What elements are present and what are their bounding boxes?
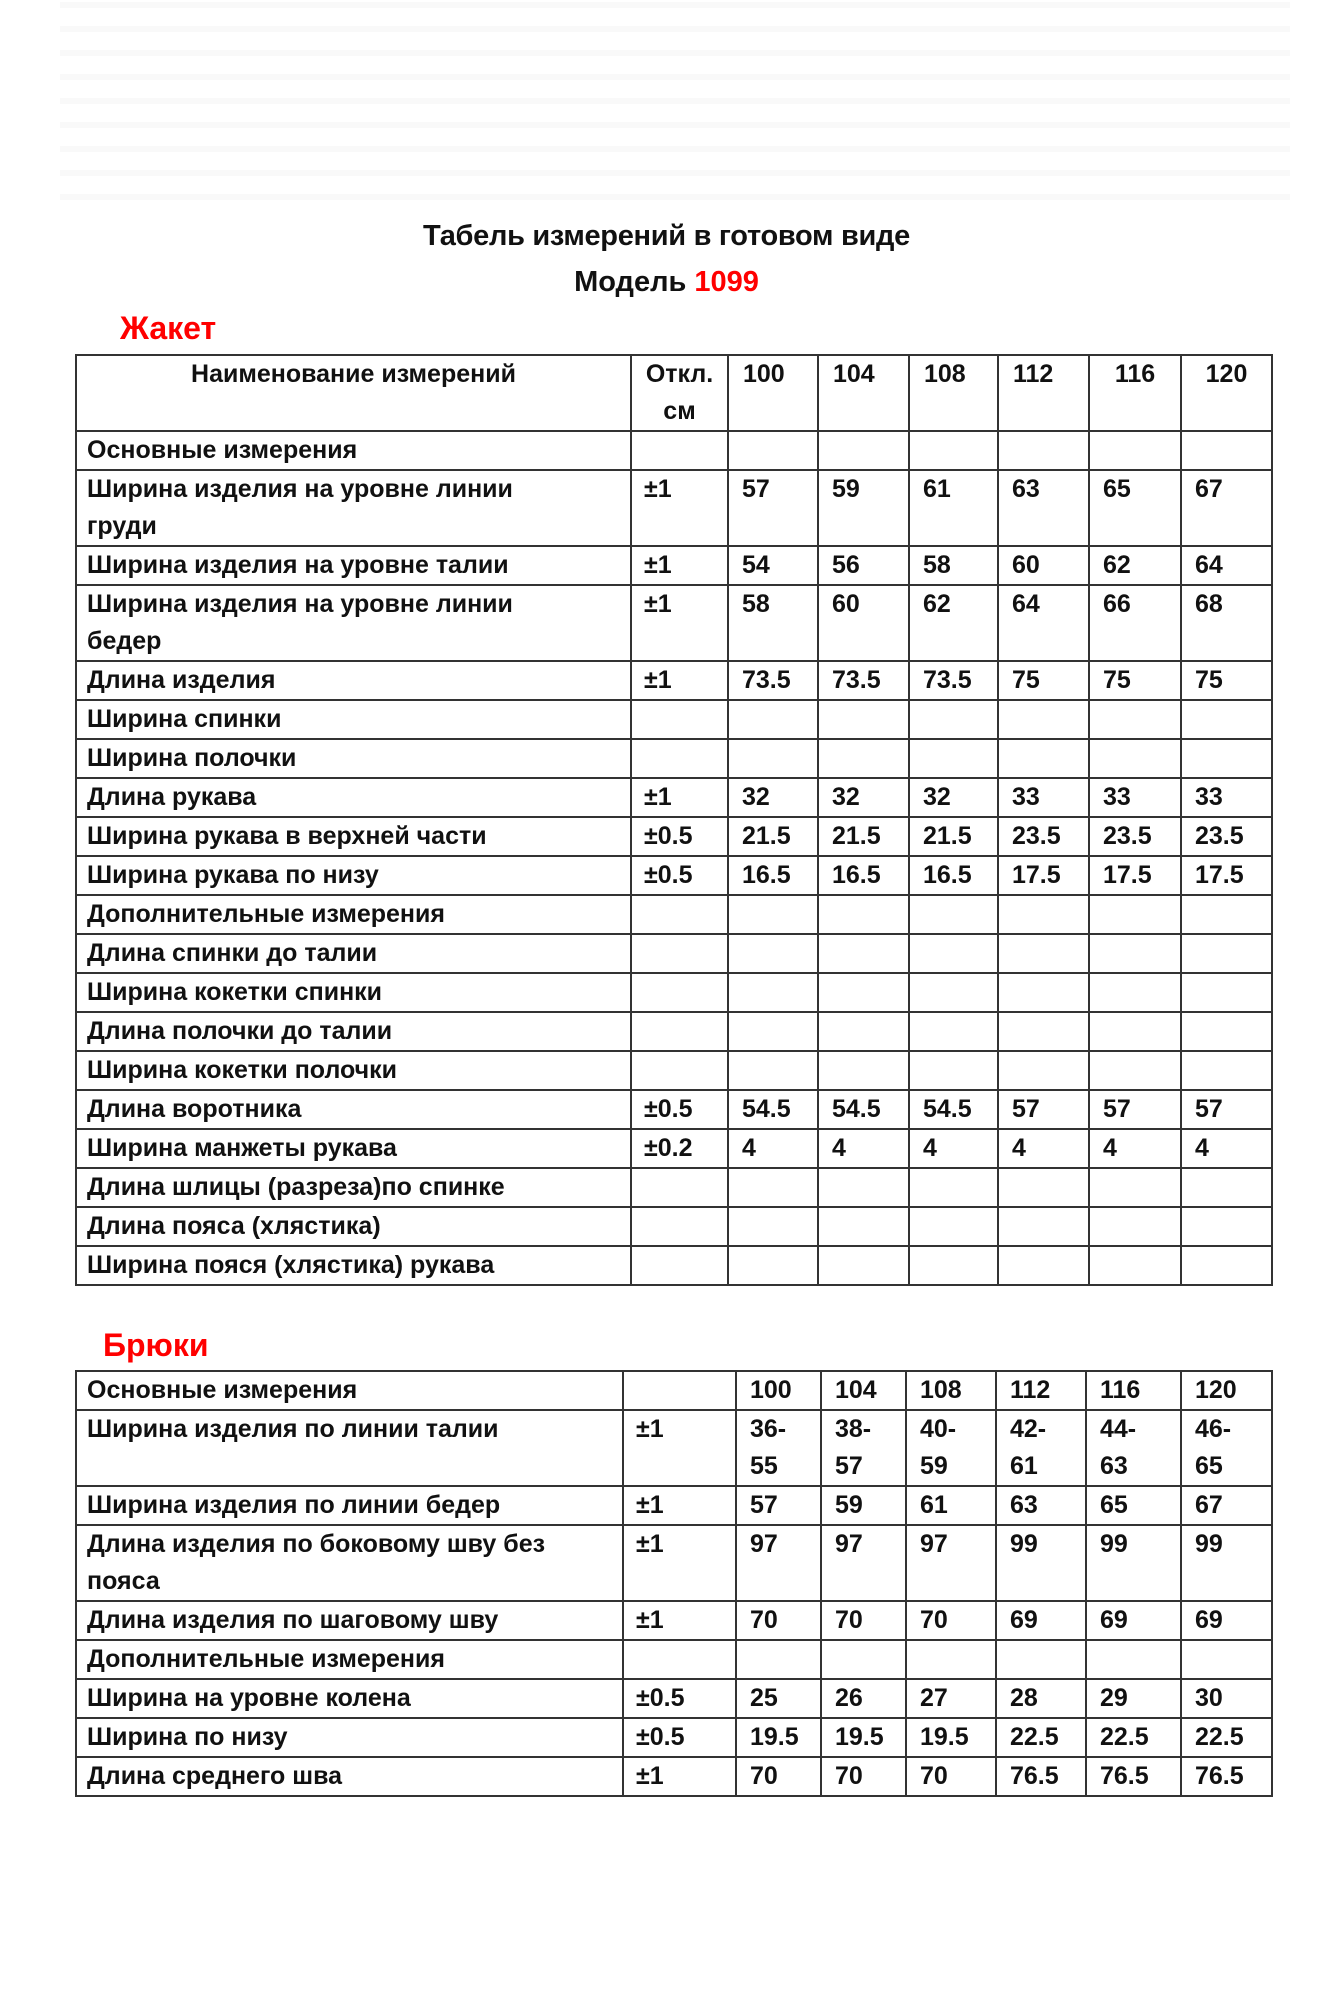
size-value-cell: 57 bbox=[728, 470, 818, 546]
size-value-cell: 17.5 bbox=[998, 856, 1089, 895]
size-value-cell: 22.5 bbox=[1181, 1718, 1272, 1757]
size-value-cell bbox=[1181, 1168, 1272, 1207]
size-value-cell bbox=[998, 431, 1089, 470]
size-value-cell: 64 bbox=[1181, 546, 1272, 585]
tolerance-cell: ±1 bbox=[631, 585, 728, 661]
measurement-name: Основные измерения bbox=[76, 431, 631, 470]
size-value-cell bbox=[1089, 1246, 1181, 1285]
size-value-cell: 73.5 bbox=[818, 661, 909, 700]
tolerance-cell bbox=[631, 973, 728, 1012]
header-size: 112 bbox=[998, 355, 1089, 431]
size-value-cell: 70 bbox=[821, 1601, 906, 1640]
size-value-cell: 63 bbox=[998, 470, 1089, 546]
measurement-name: Ширина изделия на уровне талии bbox=[76, 546, 631, 585]
size-value-cell bbox=[1089, 1168, 1181, 1207]
size-value-cell: 68 bbox=[1181, 585, 1272, 661]
table-row bbox=[76, 470, 1272, 546]
size-value-cell: 61 bbox=[909, 470, 998, 546]
size-value-cell: 75 bbox=[1089, 661, 1181, 700]
tolerance-cell: ±0.5 bbox=[623, 1718, 736, 1757]
tolerance-cell bbox=[631, 700, 728, 739]
document-subtitle bbox=[0, 262, 1333, 302]
table-row bbox=[76, 856, 1272, 895]
tolerance-cell bbox=[623, 1640, 736, 1679]
table-row bbox=[76, 739, 1272, 778]
size-value-cell bbox=[998, 973, 1089, 1012]
size-value-cell: 21.5 bbox=[818, 817, 909, 856]
size-value-cell: 22.5 bbox=[1086, 1718, 1181, 1757]
tolerance-cell: ±1 bbox=[631, 546, 728, 585]
size-value-cell bbox=[998, 700, 1089, 739]
size-value-cell bbox=[1181, 1012, 1272, 1051]
size-value-cell: 69 bbox=[1086, 1601, 1181, 1640]
measurement-name: Дополнительные измерения bbox=[76, 1640, 623, 1679]
table-row bbox=[76, 1410, 1272, 1486]
size-value-cell: 54.5 bbox=[728, 1090, 818, 1129]
tolerance-cell: ±1 bbox=[623, 1757, 736, 1796]
table-row bbox=[76, 585, 1272, 661]
size-value-cell bbox=[996, 1640, 1086, 1679]
measurement-name: Длина шлицы (разреза)по спинке bbox=[76, 1168, 631, 1207]
pants-measurements-table bbox=[75, 1370, 1273, 1797]
header-name: Наименование измерений bbox=[76, 355, 631, 431]
measurement-name: Ширина изделия на уровне линии бедер bbox=[76, 585, 631, 661]
header-size: 108 bbox=[909, 355, 998, 431]
size-value-cell bbox=[728, 1051, 818, 1090]
size-value-cell: 75 bbox=[998, 661, 1089, 700]
size-value-cell: 76.5 bbox=[1181, 1757, 1272, 1796]
size-value-cell: 33 bbox=[1089, 778, 1181, 817]
size-value-cell bbox=[818, 934, 909, 973]
size-value-cell: 16.5 bbox=[818, 856, 909, 895]
measurement-name: Длина среднего шва bbox=[76, 1757, 623, 1796]
size-value-cell bbox=[998, 739, 1089, 778]
size-value-cell: 54.5 bbox=[818, 1090, 909, 1129]
size-value-cell: 4 bbox=[1181, 1129, 1272, 1168]
measurement-name: Ширина кокетки полочки bbox=[76, 1051, 631, 1090]
tolerance-cell: ±1 bbox=[623, 1525, 736, 1601]
header-size: 104 bbox=[818, 355, 909, 431]
table-header-row bbox=[76, 1371, 1272, 1410]
header-size: 100 bbox=[728, 355, 818, 431]
size-value-cell: 4 bbox=[818, 1129, 909, 1168]
table-row bbox=[76, 1051, 1272, 1090]
size-value-cell bbox=[1181, 1640, 1272, 1679]
tolerance-cell bbox=[631, 934, 728, 973]
size-value-cell: 99 bbox=[996, 1525, 1086, 1601]
size-value-cell: 56 bbox=[818, 546, 909, 585]
tolerance-cell: ±0.5 bbox=[631, 817, 728, 856]
size-value-cell: 32 bbox=[909, 778, 998, 817]
size-value-cell bbox=[818, 1246, 909, 1285]
header-size: 120 bbox=[1181, 355, 1272, 431]
size-value-cell: 23.5 bbox=[1089, 817, 1181, 856]
size-value-cell: 67 bbox=[1181, 470, 1272, 546]
size-value-cell bbox=[909, 700, 998, 739]
tolerance-cell bbox=[631, 1051, 728, 1090]
tolerance-cell: ±1 bbox=[623, 1486, 736, 1525]
size-value-cell bbox=[728, 1012, 818, 1051]
size-value-cell bbox=[728, 973, 818, 1012]
size-value-cell: 17.5 bbox=[1181, 856, 1272, 895]
table-row bbox=[76, 1012, 1272, 1051]
measurement-name: Ширина на уровне колена bbox=[76, 1679, 623, 1718]
size-value-cell bbox=[1089, 973, 1181, 1012]
measurement-name: Ширина рукава по низу bbox=[76, 856, 631, 895]
measurement-name: Длина полочки до талии bbox=[76, 1012, 631, 1051]
size-value-cell: 76.5 bbox=[996, 1757, 1086, 1796]
size-value-cell bbox=[1089, 431, 1181, 470]
measurement-name: Длина воротника bbox=[76, 1090, 631, 1129]
size-value-cell: 69 bbox=[996, 1601, 1086, 1640]
table-row bbox=[76, 817, 1272, 856]
size-value-cell bbox=[818, 431, 909, 470]
size-value-cell bbox=[1089, 739, 1181, 778]
size-value-cell: 60 bbox=[818, 585, 909, 661]
size-value-cell bbox=[728, 1168, 818, 1207]
header-size: 112 bbox=[996, 1371, 1086, 1410]
measurement-name: Ширина изделия на уровне линии груди bbox=[76, 470, 631, 546]
size-value-cell: 62 bbox=[909, 585, 998, 661]
size-value-cell: 4 bbox=[909, 1129, 998, 1168]
table-row bbox=[76, 661, 1272, 700]
size-value-cell: 25 bbox=[736, 1679, 821, 1718]
size-value-cell bbox=[909, 895, 998, 934]
size-value-cell bbox=[998, 1051, 1089, 1090]
table-header-row bbox=[76, 355, 1272, 431]
size-value-cell: 73.5 bbox=[728, 661, 818, 700]
size-value-cell bbox=[1086, 1640, 1181, 1679]
size-value-cell: 27 bbox=[906, 1679, 996, 1718]
size-value-cell bbox=[1181, 895, 1272, 934]
table-row bbox=[76, 1525, 1272, 1601]
size-value-cell: 97 bbox=[736, 1525, 821, 1601]
table-row bbox=[76, 1246, 1272, 1285]
size-value-cell bbox=[1181, 1051, 1272, 1090]
size-value-cell: 65 bbox=[1089, 470, 1181, 546]
measurement-name: Длина изделия по шаговому шву bbox=[76, 1601, 623, 1640]
size-value-cell bbox=[998, 1207, 1089, 1246]
jacket-measurements-table bbox=[75, 354, 1273, 1286]
size-value-cell: 73.5 bbox=[909, 661, 998, 700]
header-size: 116 bbox=[1089, 355, 1181, 431]
size-value-cell: 58 bbox=[728, 585, 818, 661]
size-value-cell: 54.5 bbox=[909, 1090, 998, 1129]
size-value-cell bbox=[818, 895, 909, 934]
measurement-name: Ширина спинки bbox=[76, 700, 631, 739]
size-value-cell: 4 bbox=[1089, 1129, 1181, 1168]
tolerance-cell: ±1 bbox=[631, 661, 728, 700]
header-size: 108 bbox=[906, 1371, 996, 1410]
size-value-cell bbox=[1089, 1012, 1181, 1051]
size-value-cell bbox=[998, 1246, 1089, 1285]
measurement-name: Длина спинки до талии bbox=[76, 934, 631, 973]
size-value-cell: 66 bbox=[1089, 585, 1181, 661]
size-value-cell: 76.5 bbox=[1086, 1757, 1181, 1796]
size-value-cell: 97 bbox=[821, 1525, 906, 1601]
header-size: 104 bbox=[821, 1371, 906, 1410]
header-tolerance-line1: Откл. bbox=[645, 360, 714, 388]
table-row bbox=[76, 431, 1272, 470]
table-row bbox=[76, 973, 1272, 1012]
tolerance-cell: ±0.5 bbox=[631, 856, 728, 895]
size-value-cell: 42- 61 bbox=[996, 1410, 1086, 1486]
size-value-cell bbox=[909, 1207, 998, 1246]
size-value-cell: 26 bbox=[821, 1679, 906, 1718]
measurement-name: Ширина пояся (хлястика) рукава bbox=[76, 1246, 631, 1285]
size-value-cell: 30 bbox=[1181, 1679, 1272, 1718]
size-value-cell: 23.5 bbox=[1181, 817, 1272, 856]
size-value-cell: 59 bbox=[818, 470, 909, 546]
size-value-cell bbox=[818, 1012, 909, 1051]
size-value-cell bbox=[736, 1640, 821, 1679]
table-row bbox=[76, 934, 1272, 973]
size-value-cell: 38- 57 bbox=[821, 1410, 906, 1486]
measurement-name: Дополнительные измерения bbox=[76, 895, 631, 934]
table-row bbox=[76, 1129, 1272, 1168]
size-value-cell: 57 bbox=[998, 1090, 1089, 1129]
size-value-cell: 70 bbox=[736, 1757, 821, 1796]
size-value-cell: 44- 63 bbox=[1086, 1410, 1181, 1486]
size-value-cell bbox=[728, 739, 818, 778]
pants-section-title: Брюки bbox=[103, 1327, 209, 1363]
size-value-cell bbox=[998, 1168, 1089, 1207]
size-value-cell bbox=[818, 973, 909, 1012]
size-value-cell: 4 bbox=[998, 1129, 1089, 1168]
header-size: 116 bbox=[1086, 1371, 1181, 1410]
table-row bbox=[76, 1718, 1272, 1757]
size-value-cell bbox=[1181, 1246, 1272, 1285]
size-value-cell bbox=[906, 1640, 996, 1679]
size-value-cell bbox=[728, 1207, 818, 1246]
table-row bbox=[76, 546, 1272, 585]
size-value-cell bbox=[1089, 1051, 1181, 1090]
size-value-cell: 65 bbox=[1086, 1486, 1181, 1525]
table-row bbox=[76, 1486, 1272, 1525]
tolerance-cell: ±0.5 bbox=[623, 1679, 736, 1718]
size-value-cell: 57 bbox=[736, 1486, 821, 1525]
tolerance-cell bbox=[631, 1246, 728, 1285]
tolerance-cell bbox=[631, 895, 728, 934]
size-value-cell bbox=[909, 1168, 998, 1207]
size-value-cell: 33 bbox=[1181, 778, 1272, 817]
size-value-cell bbox=[1181, 1207, 1272, 1246]
size-value-cell: 32 bbox=[818, 778, 909, 817]
size-value-cell bbox=[1181, 431, 1272, 470]
size-value-cell: 62 bbox=[1089, 546, 1181, 585]
size-value-cell bbox=[728, 700, 818, 739]
size-value-cell bbox=[1181, 934, 1272, 973]
size-value-cell: 22.5 bbox=[996, 1718, 1086, 1757]
measurement-name: Длина изделия bbox=[76, 661, 631, 700]
size-value-cell bbox=[909, 431, 998, 470]
size-value-cell bbox=[1181, 973, 1272, 1012]
measurement-name: Ширина кокетки спинки bbox=[76, 973, 631, 1012]
size-value-cell bbox=[728, 431, 818, 470]
size-value-cell bbox=[1089, 700, 1181, 739]
size-value-cell bbox=[909, 739, 998, 778]
table-row bbox=[76, 1679, 1272, 1718]
size-value-cell bbox=[909, 934, 998, 973]
size-value-cell bbox=[909, 973, 998, 1012]
header-tolerance bbox=[623, 1371, 736, 1410]
size-value-cell bbox=[818, 739, 909, 778]
size-value-cell: 46- 65 bbox=[1181, 1410, 1272, 1486]
tolerance-cell: ±1 bbox=[623, 1601, 736, 1640]
size-value-cell bbox=[818, 1207, 909, 1246]
size-value-cell: 97 bbox=[906, 1525, 996, 1601]
size-value-cell: 16.5 bbox=[909, 856, 998, 895]
size-value-cell: 70 bbox=[821, 1757, 906, 1796]
size-value-cell: 17.5 bbox=[1089, 856, 1181, 895]
size-value-cell bbox=[818, 700, 909, 739]
measurement-name: Длина пояса (хлястика) bbox=[76, 1207, 631, 1246]
size-value-cell: 57 bbox=[1089, 1090, 1181, 1129]
tolerance-cell bbox=[631, 1207, 728, 1246]
size-value-cell: 99 bbox=[1181, 1525, 1272, 1601]
header-tolerance bbox=[631, 355, 728, 431]
size-value-cell: 58 bbox=[909, 546, 998, 585]
measurement-name: Ширина изделия по линии талии bbox=[76, 1410, 623, 1486]
size-value-cell: 69 bbox=[1181, 1601, 1272, 1640]
tolerance-cell: ±1 bbox=[631, 778, 728, 817]
document-title: Табель измерений в готовом виде bbox=[423, 220, 910, 252]
measurement-name: Ширина рукава в верхней части bbox=[76, 817, 631, 856]
size-value-cell: 29 bbox=[1086, 1679, 1181, 1718]
measurement-name: Ширина по низу bbox=[76, 1718, 623, 1757]
size-value-cell bbox=[998, 895, 1089, 934]
size-value-cell: 28 bbox=[996, 1679, 1086, 1718]
size-value-cell bbox=[1181, 739, 1272, 778]
jacket-section-title: Жакет bbox=[120, 310, 217, 346]
size-value-cell: 67 bbox=[1181, 1486, 1272, 1525]
table-row bbox=[76, 1207, 1272, 1246]
size-value-cell bbox=[1181, 700, 1272, 739]
table-row bbox=[76, 1601, 1272, 1640]
measurement-name: Ширина изделия по линии бедер bbox=[76, 1486, 623, 1525]
tolerance-cell: ±1 bbox=[631, 470, 728, 546]
size-value-cell: 70 bbox=[906, 1601, 996, 1640]
measurement-name: Ширина манжеты рукава bbox=[76, 1129, 631, 1168]
size-value-cell bbox=[909, 1051, 998, 1090]
size-value-cell: 16.5 bbox=[728, 856, 818, 895]
size-value-cell: 21.5 bbox=[728, 817, 818, 856]
size-value-cell: 36- 55 bbox=[736, 1410, 821, 1486]
size-value-cell bbox=[909, 1246, 998, 1285]
size-value-cell: 21.5 bbox=[909, 817, 998, 856]
model-number: 1099 bbox=[694, 266, 759, 298]
tolerance-cell: ±1 bbox=[623, 1410, 736, 1486]
table-row bbox=[76, 700, 1272, 739]
tolerance-cell bbox=[631, 431, 728, 470]
header-name: Основные измерения bbox=[76, 1371, 623, 1410]
size-value-cell: 75 bbox=[1181, 661, 1272, 700]
size-value-cell: 64 bbox=[998, 585, 1089, 661]
size-value-cell bbox=[909, 1012, 998, 1051]
size-value-cell: 33 bbox=[998, 778, 1089, 817]
size-value-cell: 59 bbox=[821, 1486, 906, 1525]
size-value-cell: 70 bbox=[906, 1757, 996, 1796]
tolerance-cell: ±0.5 bbox=[631, 1090, 728, 1129]
tolerance-cell bbox=[631, 739, 728, 778]
size-value-cell: 23.5 bbox=[998, 817, 1089, 856]
size-value-cell: 54 bbox=[728, 546, 818, 585]
size-value-cell: 61 bbox=[906, 1486, 996, 1525]
size-value-cell bbox=[1089, 895, 1181, 934]
header-tolerance-line2: см bbox=[663, 397, 696, 425]
table-row bbox=[76, 1757, 1272, 1796]
header-size: 120 bbox=[1181, 1371, 1272, 1410]
size-value-cell: 19.5 bbox=[736, 1718, 821, 1757]
measurement-name: Ширина полочки bbox=[76, 739, 631, 778]
table-row bbox=[76, 895, 1272, 934]
size-value-cell bbox=[818, 1168, 909, 1207]
table-row bbox=[76, 1168, 1272, 1207]
size-value-cell bbox=[728, 934, 818, 973]
size-value-cell bbox=[818, 1051, 909, 1090]
size-value-cell: 40- 59 bbox=[906, 1410, 996, 1486]
table-row bbox=[76, 1640, 1272, 1679]
measurement-name: Длина изделия по боковому шву без пояса bbox=[76, 1525, 623, 1601]
watermark bbox=[60, 0, 1290, 200]
table-row bbox=[76, 778, 1272, 817]
size-value-cell: 32 bbox=[728, 778, 818, 817]
size-value-cell: 63 bbox=[996, 1486, 1086, 1525]
size-value-cell: 60 bbox=[998, 546, 1089, 585]
size-value-cell bbox=[1089, 1207, 1181, 1246]
tolerance-cell: ±0.2 bbox=[631, 1129, 728, 1168]
size-value-cell: 70 bbox=[736, 1601, 821, 1640]
size-value-cell bbox=[821, 1640, 906, 1679]
header-size: 100 bbox=[736, 1371, 821, 1410]
model-label: Модель bbox=[574, 266, 687, 298]
size-value-cell: 19.5 bbox=[906, 1718, 996, 1757]
size-value-cell bbox=[728, 1246, 818, 1285]
size-value-cell bbox=[998, 1012, 1089, 1051]
tolerance-cell bbox=[631, 1168, 728, 1207]
tolerance-cell bbox=[631, 1012, 728, 1051]
measurement-name: Длина рукава bbox=[76, 778, 631, 817]
size-value-cell: 4 bbox=[728, 1129, 818, 1168]
size-value-cell bbox=[1089, 934, 1181, 973]
size-value-cell: 19.5 bbox=[821, 1718, 906, 1757]
size-value-cell bbox=[998, 934, 1089, 973]
table-row bbox=[76, 1090, 1272, 1129]
size-value-cell: 57 bbox=[1181, 1090, 1272, 1129]
size-value-cell: 99 bbox=[1086, 1525, 1181, 1601]
size-value-cell bbox=[728, 895, 818, 934]
